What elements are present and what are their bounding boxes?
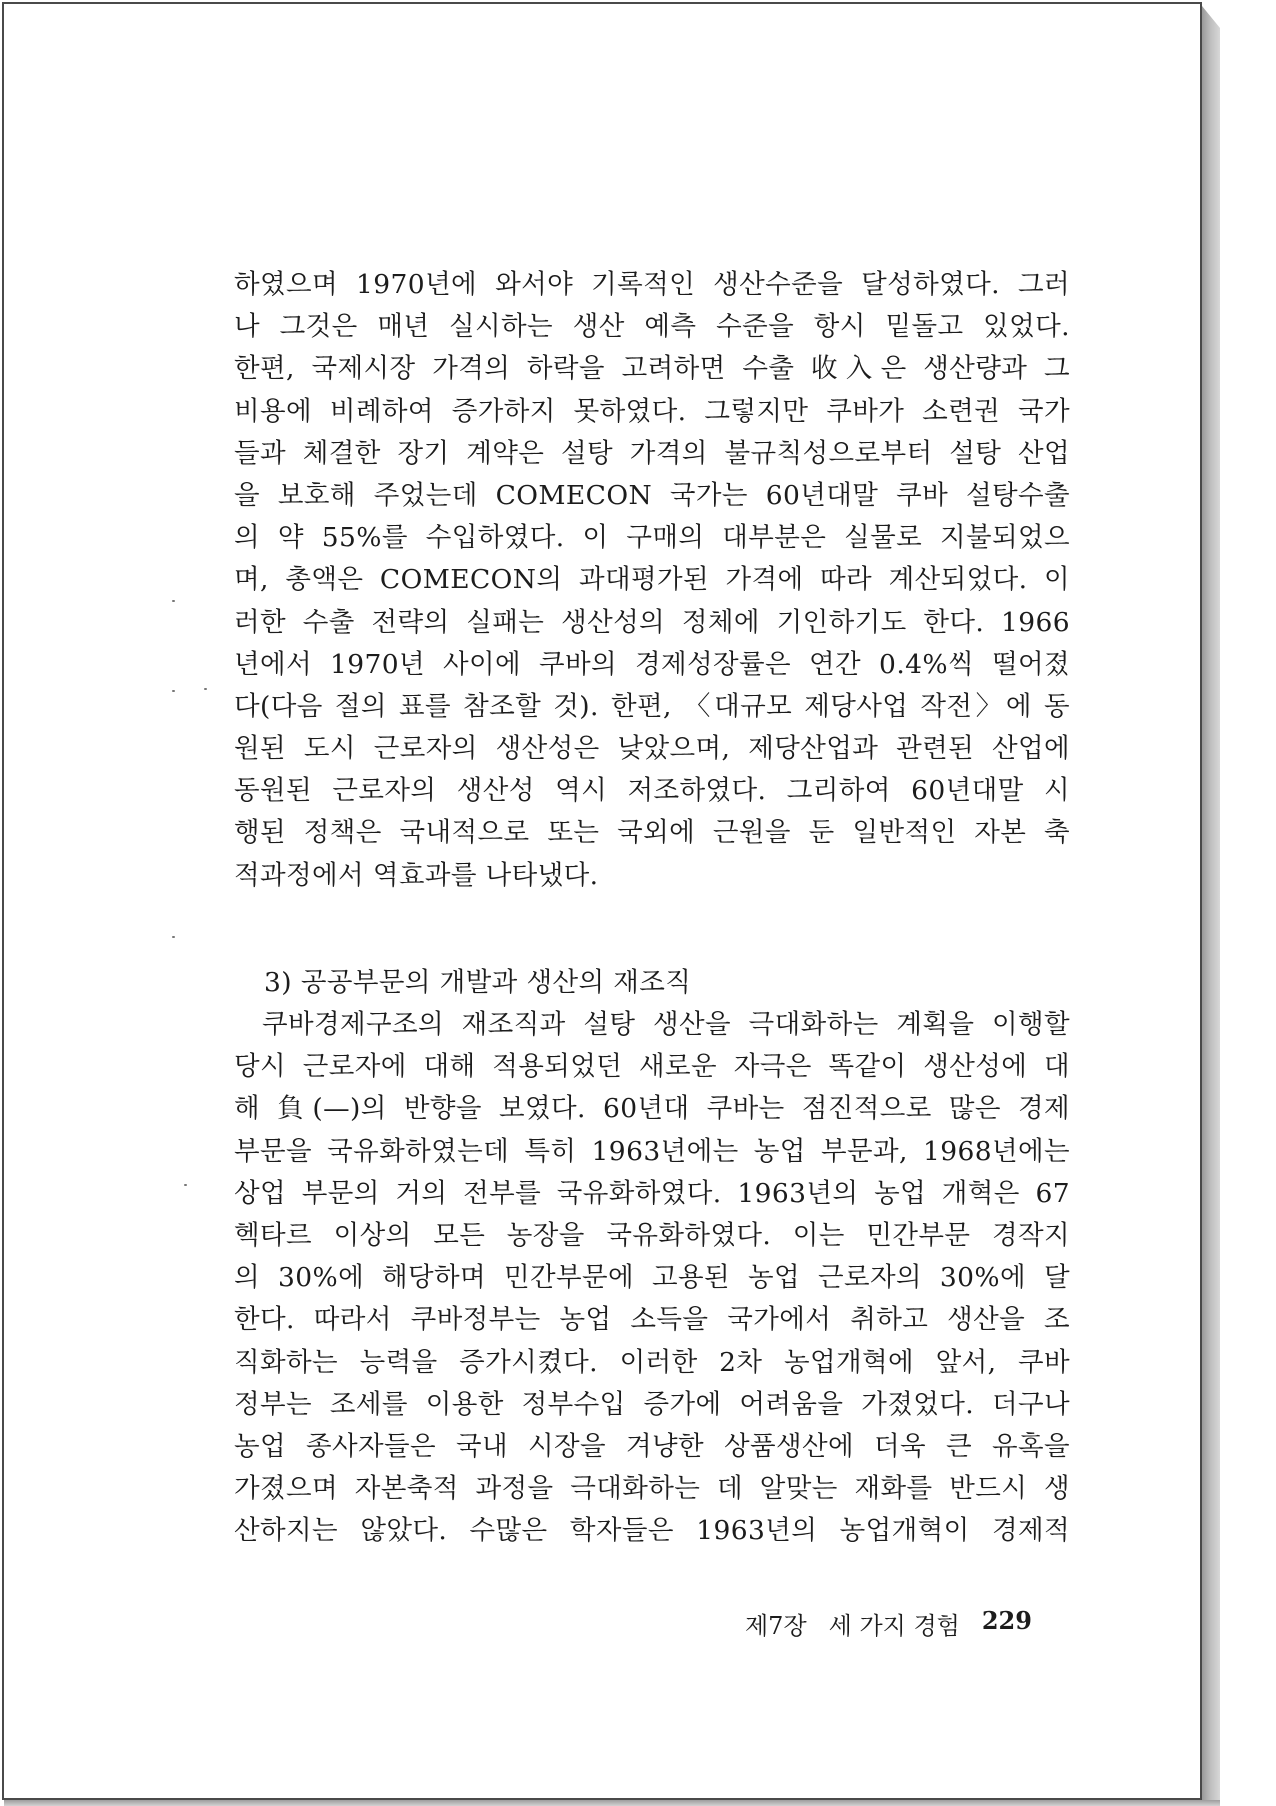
text-line: 다(다음 절의 표를 참조할 것). 한편, 〈대규모 제당사업 작전〉에 동 bbox=[234, 690, 1070, 722]
section-heading: 3) 공공부문의 개발과 생산의 재조직 bbox=[264, 967, 692, 998]
text-line: 원된 도시 근로자의 생산성은 낮았으며, 제당산업과 관련된 산업에 bbox=[234, 733, 1070, 765]
text-line: 한다. 따라서 쿠바정부는 농업 소득을 국가에서 취하고 생산을 조 bbox=[234, 1304, 1070, 1336]
scan-speck bbox=[172, 690, 175, 692]
text-line: 나 그것은 매년 실시하는 생산 예측 수준을 항시 밑돌고 있었다. bbox=[234, 311, 1070, 343]
scan-speck bbox=[184, 1184, 187, 1186]
body-paragraph-2 bbox=[234, 1004, 1070, 1552]
text-line: 직화하는 능력을 증가시켰다. 이러한 2차 농업개혁에 앞서, 쿠바 bbox=[234, 1346, 1070, 1378]
text-line: 헥타르 이상의 모든 농장을 국유화하였다. 이는 민간부문 경작지 bbox=[234, 1219, 1070, 1251]
text-line: 당시 근로자에 대해 적용되었던 새로운 자극은 똑같이 생산성에 대 bbox=[234, 1051, 1070, 1083]
scan-speck bbox=[204, 688, 207, 690]
text-line: 의 약 55%를 수입하였다. 이 구매의 대부분은 실물로 지불되었으 bbox=[234, 522, 1070, 554]
footer-chapter: 제7장 bbox=[745, 1612, 807, 1640]
text-line: 가졌으며 자본축적 과정을 극대화하는 데 알맞는 재화를 반드시 생 bbox=[234, 1473, 1070, 1505]
running-footer bbox=[745, 1606, 1032, 1641]
text-line: 비용에 비례하여 증가하지 못하였다. 그렇지만 쿠바가 소련권 국가 bbox=[234, 395, 1070, 427]
text-line: 을 보호해 주었는데 COMECON 국가는 60년대말 쿠바 설탕수출 bbox=[234, 479, 1070, 511]
text-line: 한편, 국제시장 가격의 하락을 고려하면 수출 收入은 생산량과 그 bbox=[234, 353, 1070, 385]
page-number: 229 bbox=[981, 1606, 1032, 1635]
text-line: 행된 정책은 국내적으로 또는 국외에 근원을 둔 일반적인 자본 축 bbox=[234, 817, 1070, 849]
text-line: 부문을 국유화하였는데 특히 1963년에는 농업 부문과, 1968년에는 bbox=[234, 1135, 1070, 1167]
text-line: 정부는 조세를 이용한 정부수입 증가에 어려움을 가졌었다. 더구나 bbox=[234, 1388, 1070, 1420]
text-line: 들과 체결한 장기 계약은 설탕 가격의 불규칙성으로부터 설탕 산업 bbox=[234, 437, 1070, 469]
text-line: 며, 총액은 COMECON의 과대평가된 가격에 따라 계산되었다. 이 bbox=[234, 564, 1070, 596]
text-line: 동원된 근로자의 생산성 역시 저조하였다. 그리하여 60년대말 시 bbox=[234, 775, 1070, 807]
text-line: 적과정에서 역효과를 나타냈다. bbox=[234, 859, 599, 891]
text-line: 의 30%에 해당하며 민간부문에 고용된 농업 근로자의 30%에 달 bbox=[234, 1262, 1070, 1294]
text-line: 산하지는 않았다. 수많은 학자들은 1963년의 농업개혁이 경제적 bbox=[234, 1515, 1070, 1547]
footer-chapter-title: 세 가지 경험 bbox=[828, 1612, 960, 1640]
text-line: 해 負(—)의 반향을 보였다. 60년대 쿠바는 점진적으로 많은 경제 bbox=[234, 1093, 1070, 1125]
body-paragraph-1 bbox=[234, 264, 1070, 897]
scan-speck bbox=[172, 936, 175, 938]
text-line: 년에서 1970년 사이에 쿠바의 경제성장률은 연간 0.4%씩 떨어졌 bbox=[234, 648, 1070, 680]
text-line: 쿠바경제구조의 재조직과 설탕 생산을 극대화하는 계획을 이행할 bbox=[262, 1009, 1070, 1040]
text-line: 러한 수출 전략의 실패는 생산성의 정체에 기인하기도 한다. 1966 bbox=[234, 606, 1070, 638]
page-edge-bottom-shadow bbox=[4, 1800, 1220, 1806]
text-line: 상업 부문의 거의 전부를 국유화하였다. 1963년의 농업 개혁은 67 bbox=[234, 1177, 1070, 1209]
page-edge-shadow bbox=[1202, 6, 1220, 1802]
scan-speck bbox=[172, 600, 175, 602]
text-line: 농업 종사자들은 국내 시장을 겨냥한 상품생산에 더욱 큰 유혹을 bbox=[234, 1430, 1070, 1462]
text-line: 하였으며 1970년에 와서야 기록적인 생산수준을 달성하였다. 그러 bbox=[234, 269, 1070, 300]
